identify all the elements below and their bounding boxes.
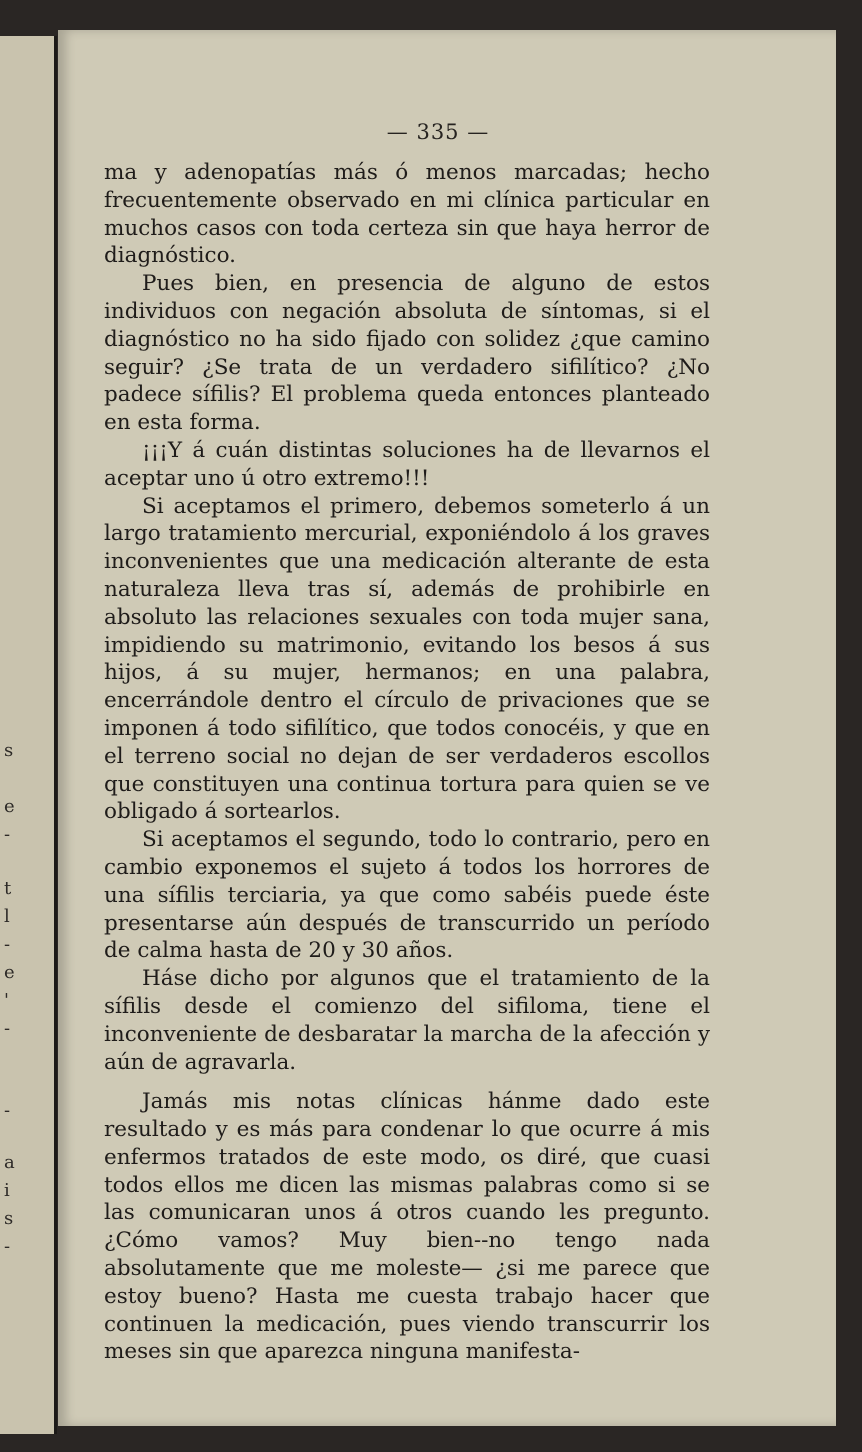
- facing-page-margin-text: [0, 0, 54, 1452]
- margin-mark: i: [4, 1180, 10, 1201]
- margin-mark: l: [4, 906, 10, 927]
- paragraph: Si aceptamos el segundo, todo lo contrario, pero en cambio exponemos el sujeto á todos los horrores de una sífilis terciaria, ya que como sabéis puede éste presentarse aún después de transcurrido un período de calma hasta de 20 y 30 años.: [104, 827, 710, 964]
- book-page: [58, 30, 836, 1426]
- paragraph: Si aceptamos el primero, debemos someterlo á un largo tratamiento mercurial, exponiéndolo á los graves inconvenientes que una medicación alterante de esta naturaleza lleva tras sí, además de prohibirle en absoluto las relaciones sexuales con toda mujer sana, impidiendo su matrimonio, evitando los besos á sus hijos, á su mujer, hermanos; en una palabra, encerrándole dentro el círculo de privaciones que se imponen á todo sifilítico, que todos conocéis, y que en el terreno social no dejan de ser verdaderos escollos que constituyen una continua tortura para quien se ve obligado á sortearlos.: [104, 493, 710, 825]
- paragraph: Jamás mis notas clínicas hánme dado este resultado y es más para condenar lo que ocurre á mis enfermos tratados de este modo, os diré, que cuasi todos ellos me dicen las mismas palabras como si se las comunicaran unos á otros cuando les pregunto. ¿Cómo vamos? Muy bien--no tengo nada absolutamente que me moleste— ¿si me parece que estoy bueno? Hasta me cuesta trabajo hacer que continuen la medicación, pues viendo transcurrir los meses sin que aparezca ninguna manifesta-: [104, 1089, 710, 1365]
- margin-mark: ': [4, 990, 9, 1011]
- margin-mark: a: [4, 1152, 15, 1173]
- paragraph: Pues bien, en presencia de alguno de estos individuos con negación absoluta de síntomas, si el diagnóstico no ha sido fijado con solidez ¿que camino seguir? ¿Se trata de un verdadero sifilítico? ¿No padece sífilis? El problema queda entonces planteado en esta forma.: [104, 271, 710, 436]
- margin-mark: -: [4, 1236, 11, 1257]
- paragraph: ¡¡¡Y á cuán distintas soluciones ha de llevarnos el aceptar uno ú otro extremo!!!: [104, 437, 710, 491]
- margin-mark: -: [4, 1018, 11, 1039]
- margin-mark: -: [4, 934, 11, 955]
- paragraph: ma y adenopatías más ó menos marcadas; hecho frecuentemente observado en mi clínica particular en muchos casos con toda certeza sin que haya herror de diagnóstico.: [104, 160, 710, 269]
- margin-mark: t: [4, 878, 12, 899]
- margin-mark: -: [4, 1100, 11, 1121]
- margin-mark: s: [4, 1208, 14, 1229]
- paragraph: Háse dicho por algunos que el tratamiento de la sífilis desde el comienzo del sifiloma, tiene el inconveniente de desbaratar la marcha de la afección y aún de agravarla.: [104, 966, 710, 1075]
- margin-mark: -: [4, 824, 11, 845]
- body-text: [104, 159, 710, 1366]
- margin-mark: e: [4, 796, 15, 817]
- margin-mark: e: [4, 962, 15, 983]
- page-number: — 335 —: [386, 120, 490, 144]
- margin-mark: s: [4, 740, 14, 761]
